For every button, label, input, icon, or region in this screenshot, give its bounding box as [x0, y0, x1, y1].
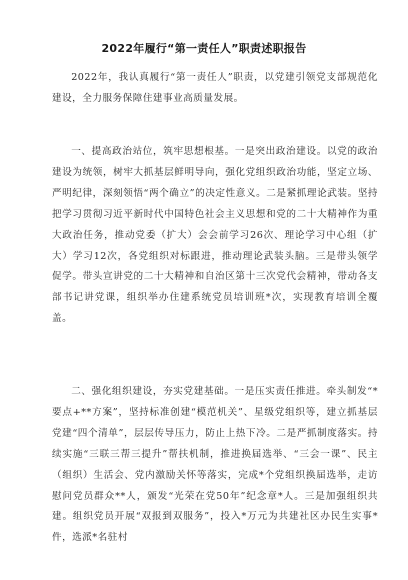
section-2-paragraph: 二、强化组织建设，夯实党建基础。一是压实责任推进。牵头制发“*要点+**方案”，坚持标准创建“模范机关”、星级党组织等，建立抓基层党建“四个清单”，层层传导压力，防止上热下冷。二是严抓制度落实。持续实施“三联三帮三提升”帮扶机制，推进换届选举、“三会一课”、民主（组织）生活会、党内激励关怀等落实，完成*个党组织换届选举，走访慰问党员群众**人，颁发“光荣在党50年”纪念章*人。三是加强组织共建。组织党员开展“双报到双服务”，投入*万元为共建社区办民生实事*件，选派*名驻村 — [52, 386, 378, 544]
section-1-paragraph: 一、提高政治站位，筑牢思想根基。一是突出政治建设。以党的政治建设为统领，树牢大抓基层鲜明导向，强化党组织政治功能，坚定立场、严明纪律，深刻领悟“两个确立”的决定性意义。二是紧抓理论武装。坚持把学习贯彻习近平新时代中国特色社会主义思想和党的二十大精神作为重大政治任务，推动党委（扩大）会会前学习26次、理论学习中心组（扩大）学习12次，各党组织对标跟进，推动理论武装头脑。三是带头领学促学。带头宣讲党的二十大精神和自治区第十三次党代会精神，带动各支部书记讲党课，组织举办住建系统党员培训班*次，实现教育培训全覆盖。 — [52, 146, 378, 325]
document-title: 2022年履行“第一责任人”职责述职报告 — [101, 42, 307, 55]
intro-paragraph: 2022年，我认真履行“第一责任人”职责，以党建引领党支部规范化建设，全力服务保障住建事业高质量发展。 — [52, 72, 378, 104]
